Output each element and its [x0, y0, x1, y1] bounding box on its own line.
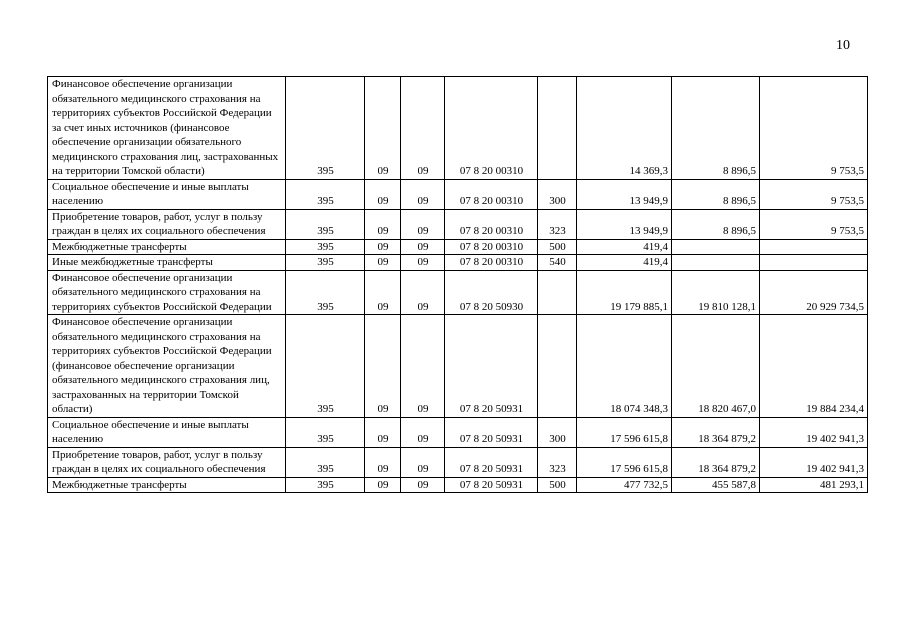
- target-article-cell: 07 8 20 00310: [445, 209, 538, 239]
- section-code-cell: 09: [365, 209, 401, 239]
- amount-year3-cell: 19 402 941,3: [760, 417, 868, 447]
- expense-type-cell: [538, 315, 577, 418]
- amount-year3-cell: 19 884 234,4: [760, 315, 868, 418]
- amount-year1-cell: 13 949,9: [577, 179, 672, 209]
- amount-year2-cell: 19 810 128,1: [672, 270, 760, 315]
- amount-year2-cell: [672, 255, 760, 271]
- table-row: [48, 477, 868, 493]
- target-article-cell: 07 8 20 00310: [445, 255, 538, 271]
- line-item-name-cell: Приобретение товаров, работ, услуг в пользу граждан в целях их социального обеспечения: [48, 209, 286, 239]
- subsection-code-cell: 09: [401, 209, 445, 239]
- amount-year1-cell: 477 732,5: [577, 477, 672, 493]
- amount-year3-cell: 481 293,1: [760, 477, 868, 493]
- subsection-code-cell: 09: [401, 77, 445, 180]
- target-article-cell: 07 8 20 50931: [445, 417, 538, 447]
- expense-type-cell: 540: [538, 255, 577, 271]
- subsection-code-cell: 09: [401, 477, 445, 493]
- table-row: [48, 179, 868, 209]
- table-row: [48, 447, 868, 477]
- amount-year2-cell: 8 896,5: [672, 179, 760, 209]
- amount-year3-cell: 9 753,5: [760, 209, 868, 239]
- expense-type-cell: 300: [538, 417, 577, 447]
- amount-year3-cell: 9 753,5: [760, 179, 868, 209]
- subsection-code-cell: 09: [401, 255, 445, 271]
- ministry-code-cell: 395: [286, 417, 365, 447]
- line-item-name-cell: Приобретение товаров, работ, услуг в пользу граждан в целях их социального обеспечения: [48, 447, 286, 477]
- expense-type-cell: 323: [538, 447, 577, 477]
- section-code-cell: 09: [365, 447, 401, 477]
- ministry-code-cell: 395: [286, 77, 365, 180]
- line-item-name-cell: Финансовое обеспечение организации обязательного медицинского страхования на территориях субъектов Российской Федерации за счет иных источников (финансовое обеспечение организации обязательного медицинского страхования лиц, застрахованных на территории Томской области): [48, 77, 286, 180]
- amount-year3-cell: [760, 239, 868, 255]
- line-item-name-cell: Социальное обеспечение и иные выплаты населению: [48, 417, 286, 447]
- line-item-name-cell: Социальное обеспечение и иные выплаты населению: [48, 179, 286, 209]
- ministry-code-cell: 395: [286, 477, 365, 493]
- amount-year1-cell: 419,4: [577, 239, 672, 255]
- subsection-code-cell: 09: [401, 315, 445, 418]
- table-row: [48, 417, 868, 447]
- amount-year1-cell: 17 596 615,8: [577, 447, 672, 477]
- amount-year2-cell: 18 364 879,2: [672, 417, 760, 447]
- target-article-cell: 07 8 20 50931: [445, 447, 538, 477]
- expense-type-cell: 500: [538, 477, 577, 493]
- amount-year2-cell: 8 896,5: [672, 209, 760, 239]
- subsection-code-cell: 09: [401, 417, 445, 447]
- page-number: 10: [836, 38, 850, 53]
- ministry-code-cell: 395: [286, 239, 365, 255]
- line-item-name-cell: Иные межбюджетные трансферты: [48, 255, 286, 271]
- ministry-code-cell: 395: [286, 209, 365, 239]
- table-row: [48, 239, 868, 255]
- ministry-code-cell: 395: [286, 447, 365, 477]
- subsection-code-cell: 09: [401, 270, 445, 315]
- ministry-code-cell: 395: [286, 315, 365, 418]
- target-article-cell: 07 8 20 00310: [445, 179, 538, 209]
- line-item-name-cell: Финансовое обеспечение организации обязательного медицинского страхования на территориях субъектов Российской Федерации: [48, 270, 286, 315]
- table-row: [48, 270, 868, 315]
- amount-year2-cell: 18 820 467,0: [672, 315, 760, 418]
- section-code-cell: 09: [365, 239, 401, 255]
- section-code-cell: 09: [365, 77, 401, 180]
- target-article-cell: 07 8 20 00310: [445, 239, 538, 255]
- table-row: [48, 209, 868, 239]
- amount-year2-cell: [672, 239, 760, 255]
- target-article-cell: 07 8 20 50930: [445, 270, 538, 315]
- table-row: [48, 77, 868, 180]
- amount-year1-cell: 18 074 348,3: [577, 315, 672, 418]
- expense-type-cell: 300: [538, 179, 577, 209]
- line-item-name-cell: Межбюджетные трансферты: [48, 477, 286, 493]
- amount-year2-cell: 8 896,5: [672, 77, 760, 180]
- section-code-cell: 09: [365, 315, 401, 418]
- amount-year1-cell: 14 369,3: [577, 77, 672, 180]
- line-item-name-cell: Межбюджетные трансферты: [48, 239, 286, 255]
- section-code-cell: 09: [365, 417, 401, 447]
- expense-type-cell: 323: [538, 209, 577, 239]
- amount-year3-cell: 19 402 941,3: [760, 447, 868, 477]
- amount-year3-cell: 9 753,5: [760, 77, 868, 180]
- ministry-code-cell: 395: [286, 270, 365, 315]
- subsection-code-cell: 09: [401, 447, 445, 477]
- target-article-cell: 07 8 20 50931: [445, 315, 538, 418]
- table-row: [48, 315, 868, 418]
- table-row: [48, 255, 868, 271]
- section-code-cell: 09: [365, 255, 401, 271]
- amount-year1-cell: 13 949,9: [577, 209, 672, 239]
- subsection-code-cell: 09: [401, 239, 445, 255]
- target-article-cell: 07 8 20 50931: [445, 477, 538, 493]
- amount-year1-cell: 419,4: [577, 255, 672, 271]
- budget-table: [47, 76, 868, 493]
- line-item-name-cell: Финансовое обеспечение организации обязательного медицинского страхования на территориях субъектов Российской Федерации (финансовое обеспечение организации обязательного медицинского страхования лиц, застрахованных на территории Томской области): [48, 315, 286, 418]
- expense-type-cell: [538, 270, 577, 315]
- amount-year2-cell: 455 587,8: [672, 477, 760, 493]
- amount-year1-cell: 17 596 615,8: [577, 417, 672, 447]
- section-code-cell: 09: [365, 179, 401, 209]
- subsection-code-cell: 09: [401, 179, 445, 209]
- target-article-cell: 07 8 20 00310: [445, 77, 538, 180]
- ministry-code-cell: 395: [286, 179, 365, 209]
- section-code-cell: 09: [365, 477, 401, 493]
- amount-year3-cell: [760, 255, 868, 271]
- amount-year1-cell: 19 179 885,1: [577, 270, 672, 315]
- section-code-cell: 09: [365, 270, 401, 315]
- expense-type-cell: [538, 77, 577, 180]
- amount-year2-cell: 18 364 879,2: [672, 447, 760, 477]
- expense-type-cell: 500: [538, 239, 577, 255]
- amount-year3-cell: 20 929 734,5: [760, 270, 868, 315]
- ministry-code-cell: 395: [286, 255, 365, 271]
